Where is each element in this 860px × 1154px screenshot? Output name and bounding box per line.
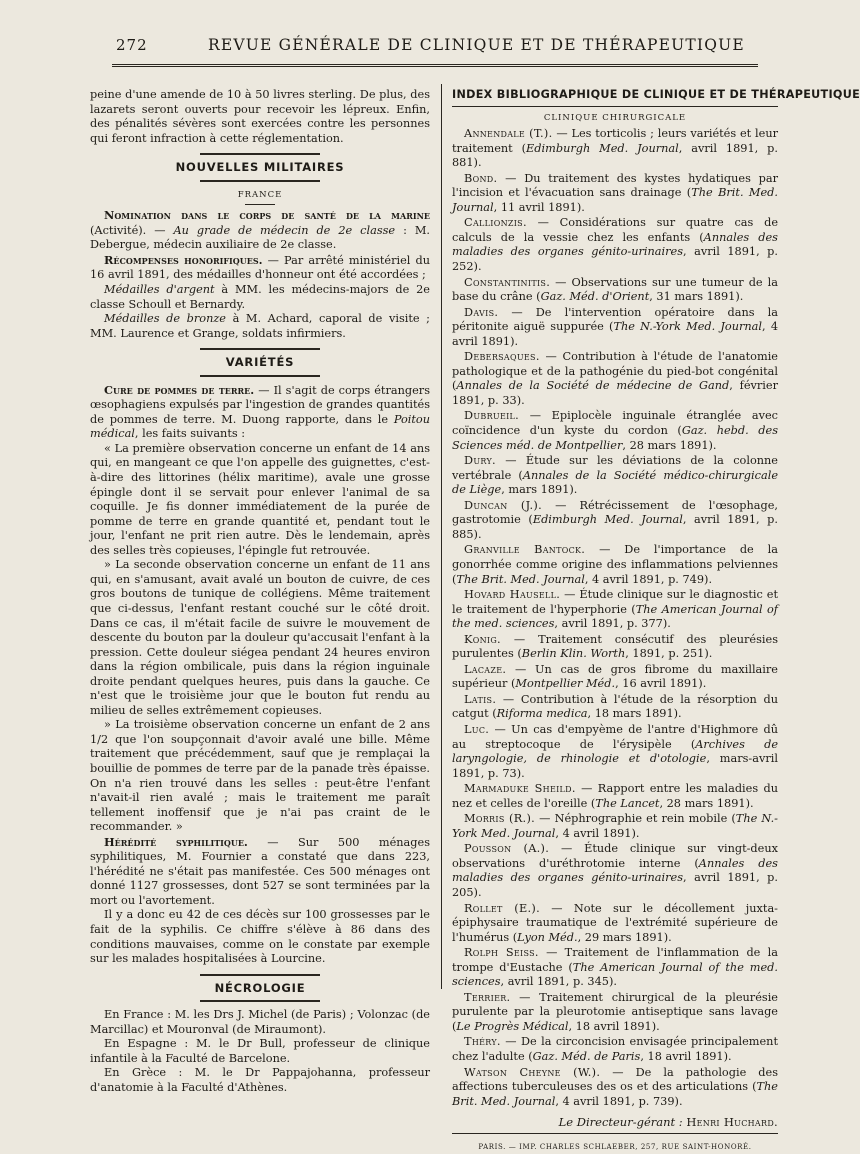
entry-journal: Lyon Méd. [517, 930, 578, 944]
index-entry: Davis. — De l'intervention opératoire dans la péritonite aiguë suppurée (The N.-York Med. Journal, 4 avril 1891). [452, 305, 779, 348]
entry-author: Marmaduke Sheild. [464, 782, 576, 796]
entry-author: Morris (R.). [464, 812, 536, 826]
section-title-necrologie: NÉCROLOGIE [214, 980, 306, 995]
militaires-paragraph: Nomination dans le corps de santé de la marine (Activité). — Au grade de médecin de 2e classe : M. Debergue, médecin auxiliaire de 2e classe. [90, 208, 430, 252]
varietes-paragraph: « La première observation concerne un enfant de 14 ans qui, en mangeant ce que l'on appelle des guignettes, c'est-à-dire des littorines (hélix maritime), avale une grosse épingle dont il se servait pour enlever l'animal de sa coquille. Je fis donner immédiatement de la purée de pomme de terre en grande quantité et, pendant tout le jour, l'enfant ne prit rien autre. Dès le lendemain, après des selles très copieuses, l'épingle fut retrouvée. [90, 441, 430, 557]
index-entry: Bond. — Du traitement des kystes hydatiques par l'incision et l'évacuation sans drainage (The Brit. Med. Journal, 11 avril 1891). [452, 171, 778, 214]
entry-author: Hovard Hausell. [464, 588, 561, 602]
entry-journal: The Lancet [595, 796, 660, 810]
necrologie-paragraph: En France : M. les Drs J. Michel (de Paris) ; Volonzac (de Marcillac) et Mouronval (de Miraumont). [90, 1008, 430, 1036]
entry-journal: Edimburgh Med. Journal [526, 141, 679, 155]
entry-journal: Gaz. Méd. d'Orient [540, 290, 650, 304]
entry-journal: Berlin Klin. Worth [521, 647, 626, 661]
entry-journal: Annales de la Société de médecine de Gand [456, 379, 730, 393]
intro-paragraph: peine d'une amende de 10 à 50 livres sterling. De plus, des lazarets seront ouverts pour recevoir les lépreux. Enfin, des pénalités sévères sont exercées contre les personnes qui feront infraction à cette réglementation. [90, 88, 430, 145]
entry-journal: The Brit. Med. Journal [456, 572, 585, 586]
index-entry: Latis. — Contribution à l'étude de la résorption du catgut (Riforma medica, 18 mars 1891). [452, 692, 778, 721]
running-title: REVUE GÉNÉRALE DE CLINIQUE ET DE THÉRAPEUTIQUE [208, 36, 745, 54]
index-entry: Konig. — Traitement consécutif des pleurésies purulentes (Berlin Klin. Worth, 1891, p. 251). [452, 632, 778, 661]
index-title: INDEX BIBLIOGRAPHIQUE DE CLINIQUE ET DE THÉRAPEUTIQUE [452, 88, 778, 107]
entry-author: Konig. [464, 632, 501, 646]
militaires-paragraph: Médailles d'argent à MM. les médecins-majors de 2e classe Schoull et Bernardy. [90, 283, 430, 311]
subhead-clinique-chirurgicale: CLINIQUE CHIRURGICALE [543, 112, 687, 123]
militaires-paragraph: Récompenses honorifiques. — Par arrêté ministériel du 16 avril 1891, des médailles d'honneur ont été accordées ; [90, 252, 430, 282]
entry-author: Constantinitis. [464, 275, 551, 289]
entry-author: Dury. [464, 454, 496, 468]
index-entry: Rolph Seiss. — Traitement de l'inflammation de la trompe d'Eustache (The American Journal of the med. sciences, avril 1891, p. 345). [452, 946, 778, 989]
index-entry: Hovard Hausell. — Étude clinique sur le diagnostic et le traitement de l'hyperphorie (The American Journal of the med. sciences, avril 1891, p. 377). [452, 588, 778, 631]
militaires-paragraph: Médailles de bronze à M. Achard, caporal de visite ; MM. Laurence et Grange, soldats infirmiers. [90, 312, 430, 340]
entry-author: Watson Cheyne (W.). [464, 1065, 601, 1079]
varietes-paragraph: Il y a donc eu 42 de ces décès sur 100 grossesses par le fait de la syphilis. Ce chiffre s'élève à 86 dans des conditions mauvaises, comme on le constate par exemple sur les malades hospitalisées à Lourcine. [90, 908, 430, 966]
entry-author: Duncan (J.). [464, 498, 543, 512]
entry-journal: The N.-York Med. Journal [452, 812, 778, 840]
necrologie-paragraph: En Grèce : M. le Dr Pappajohanna, professeur d'anatomie à la Faculté d'Athènes. [90, 1066, 430, 1094]
index-entry: Morris (R.). — Néphrographie et rein mobile (The N.-York Med. Journal, 4 avril 1891). [452, 812, 778, 840]
index-entry: Watson Cheyne (W.). — De la pathologie des affections tuberculeuses des os et des articulations (The Brit. Med. Journal, 4 avril 1891, p. 739). [452, 1065, 778, 1108]
index-entry: Lacaze. — Un cas de gros fibrome du maxillaire supérieur (Montpellier Méd., 16 avril 1891). [452, 662, 778, 691]
page-number: 272 [116, 36, 148, 54]
varietes-paragraph: Cure de pommes de terre. — Il s'agit de corps étrangers œsophagiens expulsés par l'ingestion de grandes quantités de pommes de terre. M. Duong rapporte, dans le Poitou médical, les faits suivants : [90, 382, 431, 441]
section-title-militaires: NOUVELLES MILITAIRES [175, 160, 345, 175]
entry-author: Granville Bantock. [464, 543, 586, 557]
index-entry: Dury. — Étude sur les déviations de la colonne vertébrale (Annales de la Société médico-chirurgicale de Liège, mars 1891). [452, 454, 779, 497]
entry-author: Théry. [464, 1035, 501, 1049]
index-entry: Callionzis. — Considérations sur quatre cas de calculs de la vessie chez les enfants (Annales des maladies des organes génito-urinaires, avril 1891, p. 252). [452, 216, 778, 274]
entry-journal: Annales de la Société médico-chirurgicale de Liège [452, 468, 779, 497]
entry-journal: Gaz. hebd. des Sciences méd. de Montpellier [452, 424, 778, 452]
signature-line: Le Directeur-gérant : Henri Huchard. [452, 1115, 778, 1134]
entry-journal: Edimburgh Med. Journal [532, 513, 683, 527]
index-entry: Debersaques. — Contribution à l'étude de l'anatomie pathologique et de la pathogénie du pied-bot congénital (Annales de la Société de médecine de Gand, février 1891, p. 33). [452, 350, 779, 407]
index-entry: Duncan (J.). — Rétrécissement de l'œsophage, gastrotomie (Edimburgh Med. Journal, avril 1891, p. 885). [452, 498, 779, 541]
index-entry: Marmaduke Sheild. — Rapport entre les maladies du nez et celles de l'oreille (The Lancet, 28 mars 1891). [452, 782, 778, 810]
index-entry: Constantinitis. — Observations sur une tumeur de la base du crâne (Gaz. Méd. d'Orient, 31 mars 1891). [452, 275, 778, 304]
section-title-varietes: VARIÉTÉS [225, 355, 295, 370]
index-entry: Granville Bantock. — De l'importance de la gonorrhée comme origine des inflammations pelviennes (The Brit. Med. Journal, 4 avril 1891, p. 749). [452, 543, 778, 586]
entry-author: Rolph Seiss. [464, 946, 539, 960]
entry-journal: The N.-York Med. Journal [613, 320, 763, 334]
index-entry: Pousson (A.). — Étude clinique sur vingt-deux observations d'uréthrotomie interne (Annales des maladies des organes génito-urinaires, avril 1891, p. 205). [452, 842, 778, 899]
entry-journal: The Brit. Med. Journal [452, 186, 778, 214]
entry-journal: Gaz. Méd. de Paris [532, 1050, 641, 1063]
left-column [90, 88, 430, 1095]
varietes-paragraph: » La seconde observation concerne un enfant de 11 ans qui, en s'amusant, avait avalé un bouton de cuivre, de ces gros boutons de tunique de collégiens. Même traitement que ci-dessus, l'enfant restant couché sur le côté droit. Dans ce cas, il m'était facile de suivre le mouvement de descente du bouton par la douleur qu'accusait l'enfant à la pression. Cette douleur siégea pendant 24 heures environ dans la région ombilicale, puis dans la région inguinale droite pendant quelques heures, puis dans la gauche. Ce n'est que le troisième jour que le bouton fut rendu au milieu de selles extrêmement copieuses. [90, 558, 430, 717]
entry-journal: Annales des maladies des organes génito-urinaires [452, 856, 778, 885]
index-entry: Rollet (E.). — Note sur le décollement juxta-épiphysaire traumatique de l'extrémité supérieure de l'humérus (Lyon Méd., 29 mars 1891). [452, 901, 778, 944]
index-entry: Luc. — Un cas d'empyème de l'antre d'Highmore dû au streptocoque de l'érysipèle (Archives de laryngologie, de rhinologie et d'otologie, mars-avril 1891, p. 73). [452, 722, 779, 780]
entry-journal: Riforma medica [496, 707, 588, 721]
entry-journal: Annales des maladies des organes génito-urinaires [452, 230, 778, 259]
varietes-paragraph: Hérédité syphilitique. — Sur 500 ménages syphilitiques, M. Fournier a constaté que dans 223, l'hérédité ne s'était pas manifestée. Ces 500 ménages ont donné 1127 grossesses, dont 527 se sont terminées par la mort ou l'avortement. [90, 834, 430, 907]
entry-journal: Archives de laryngologie, de rhinologie et d'otologie [452, 737, 779, 766]
subhead-france: FRANCE [237, 189, 283, 200]
section-heading-varietes [90, 348, 430, 377]
entry-journal: The American Journal of the med. sciences [452, 602, 778, 631]
entry-author: Luc. [464, 722, 490, 736]
necrologie-paragraph: En Espagne : M. le Dr Bull, professeur de clinique infantile à la Faculté de Barcelone. [90, 1037, 430, 1065]
index-entry: Annendale (T.). — Les torticolis ; leurs variétés et leur traitement (Edimburgh Med. Journal, avril 1891, p. 881). [452, 127, 778, 170]
entry-journal: Le Progrès Médical [456, 1019, 569, 1033]
imprint-line: PARIS. — IMP. CHARLES SCHLAEBER, 257, RUE SAINT-HONORÉ. [478, 1142, 752, 1151]
section-heading-necrologie [90, 974, 430, 1003]
entry-journal: The American Journal of the med. sciences [452, 960, 778, 989]
section-heading-militaires [90, 153, 430, 182]
entry-journal: Montpellier Méd. [515, 677, 616, 691]
right-column [452, 88, 860, 1154]
index-entry: Terrier. — Traitement chirurgical de la pleurésie purulente par la pleurotomie antiseptique sans lavage (Le Progrès Médical, 18 avril 1891). [452, 990, 778, 1033]
entry-author: Rollet (E.). [464, 901, 540, 915]
entry-author: Annendale (T.). [464, 127, 553, 141]
varietes-paragraph: » La troisième observation concerne un enfant de 2 ans 1/2 que l'on soupçonnait d'avoir avalé une bille. Même traitement que précédemment, sauf que je remplaçai la bouillie de pommes de terre par de la panade très épaisse. On n'a rien trouvé dans les selles : peut-être l'enfant n'avait-il rien avalé ; mais le traitement me paraît tellement inoffensif que je n'ai pas craint de le recommander. » [90, 718, 430, 834]
column-divider [441, 84, 442, 989]
entry-author: Debersaques. [464, 350, 540, 364]
index-entries [452, 127, 778, 1109]
entry-journal: The Brit. Med. Journal [452, 1080, 778, 1108]
entry-author: Callionzis. [464, 216, 527, 230]
page-header [112, 26, 758, 67]
index-entry: Théry. — De la circoncision envisagée principalement chez l'adulte (Gaz. Méd. de Paris, 18 avril 1891). [452, 1035, 778, 1063]
entry-author: Lacaze. [464, 662, 507, 676]
entry-author: Davis. [464, 305, 499, 319]
entry-author: Terrier. [464, 990, 511, 1004]
index-entry: Dubrueil. — Epiplocèle inguinale étranglée avec coïncidence d'un kyste du cordon (Gaz. hebd. des Sciences méd. de Montpellier, 28 mars 1891). [452, 409, 778, 452]
entry-author: Bond. [464, 171, 498, 185]
entry-author: Pousson (A.). [464, 842, 550, 856]
entry-author: Dubrueil. [464, 409, 520, 423]
entry-author: Latis. [464, 692, 497, 706]
